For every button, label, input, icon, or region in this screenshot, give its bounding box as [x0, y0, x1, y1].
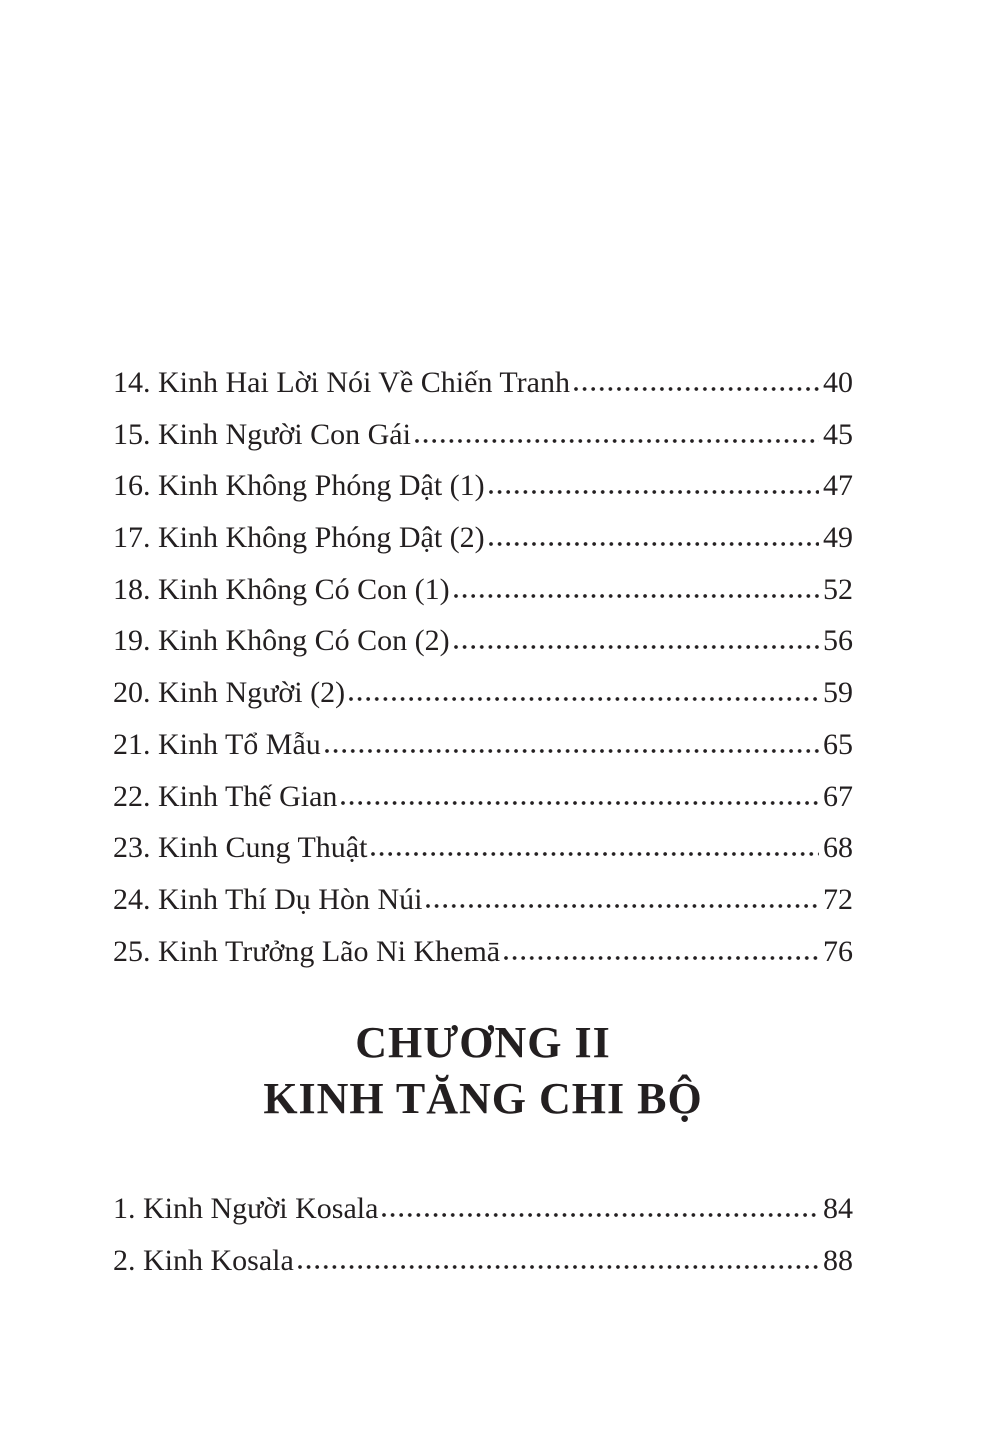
toc-entry	[113, 1235, 853, 1287]
toc-entry-page-number: 59	[823, 676, 853, 710]
toc-entry-title: 20. Kinh Người (2)	[113, 676, 346, 710]
chapter-heading-line: CHƯƠNG II	[355, 1018, 611, 1068]
toc-entry	[113, 512, 853, 564]
dot-leader	[382, 1211, 819, 1218]
dot-leader	[504, 954, 819, 961]
dot-leader	[489, 540, 819, 547]
toc-entry	[113, 822, 853, 874]
toc-entry-title: 22. Kinh Thế Gian	[113, 779, 338, 813]
toc-entry-page-number: 40	[823, 366, 853, 399]
dot-leader	[325, 747, 819, 754]
toc-entry-title: 23. Kinh Cung Thuật	[113, 831, 368, 865]
toc-entry-title: 14. Kinh Hai Lời Nói Về Chiến Tranh	[113, 366, 570, 399]
toc-entry-page-number: 88	[823, 1243, 853, 1277]
toc-entry-page-number: 68	[823, 831, 853, 865]
toc-entry	[113, 719, 853, 771]
toc-entry-title: 18. Kinh Không Có Con (1)	[113, 572, 450, 606]
toc-entry	[113, 1183, 853, 1235]
toc-entry-title: 2. Kinh Kosala	[113, 1243, 294, 1277]
toc-entry-page-number: 52	[823, 572, 853, 606]
toc-entry	[113, 460, 853, 512]
dot-leader	[454, 643, 819, 650]
toc-entry-page-number: 45	[823, 417, 853, 451]
toc-entry-title: 24. Kinh Thí Dụ Hòn Núi	[113, 882, 423, 916]
dot-leader	[349, 695, 819, 702]
toc-entry	[113, 926, 853, 978]
toc-entry-page-number: 67	[823, 779, 853, 813]
toc-entry-title: 16. Kinh Không Phóng Dật (1)	[113, 469, 485, 503]
table-of-contents	[113, 357, 853, 1287]
toc-entry-page-number: 76	[823, 934, 853, 968]
toc-entry	[113, 409, 853, 461]
toc-entry-page-number: 65	[823, 727, 853, 761]
toc-entry-title: 15. Kinh Người Con Gái	[113, 417, 411, 451]
dot-leader	[489, 488, 819, 495]
toc-entry-page-number: 47	[823, 469, 853, 503]
dot-leader	[574, 385, 819, 392]
toc-entry	[113, 874, 853, 926]
dot-leader	[415, 437, 819, 444]
toc-entry	[113, 615, 853, 667]
toc-entry-title: 25. Kinh Trưởng Lão Ni Khemā	[113, 934, 501, 968]
toc-entry	[113, 564, 853, 616]
toc-entry-title: 17. Kinh Không Phóng Dật (2)	[113, 521, 485, 555]
toc-entry-page-number: 56	[823, 624, 853, 658]
toc-entry	[113, 357, 853, 409]
toc-entry-page-number: 84	[823, 1192, 853, 1226]
dot-leader	[298, 1263, 819, 1270]
toc-entry-title: 21. Kinh Tổ Mẫu	[113, 727, 321, 761]
dot-leader	[426, 902, 819, 909]
toc-entry-page-number: 72	[823, 882, 853, 916]
chapter-heading-line: KINH TĂNG CHI BỘ	[263, 1074, 703, 1124]
toc-entry	[113, 771, 853, 823]
toc-entry-page-number: 49	[823, 521, 853, 555]
dot-leader	[371, 850, 819, 857]
toc-entry-title: 1. Kinh Người Kosala	[113, 1192, 379, 1226]
dot-leader	[341, 799, 819, 806]
chapter-heading	[113, 1015, 853, 1127]
toc-entry-title: 19. Kinh Không Có Con (2)	[113, 624, 450, 658]
toc-entry	[113, 667, 853, 719]
dot-leader	[454, 592, 819, 599]
